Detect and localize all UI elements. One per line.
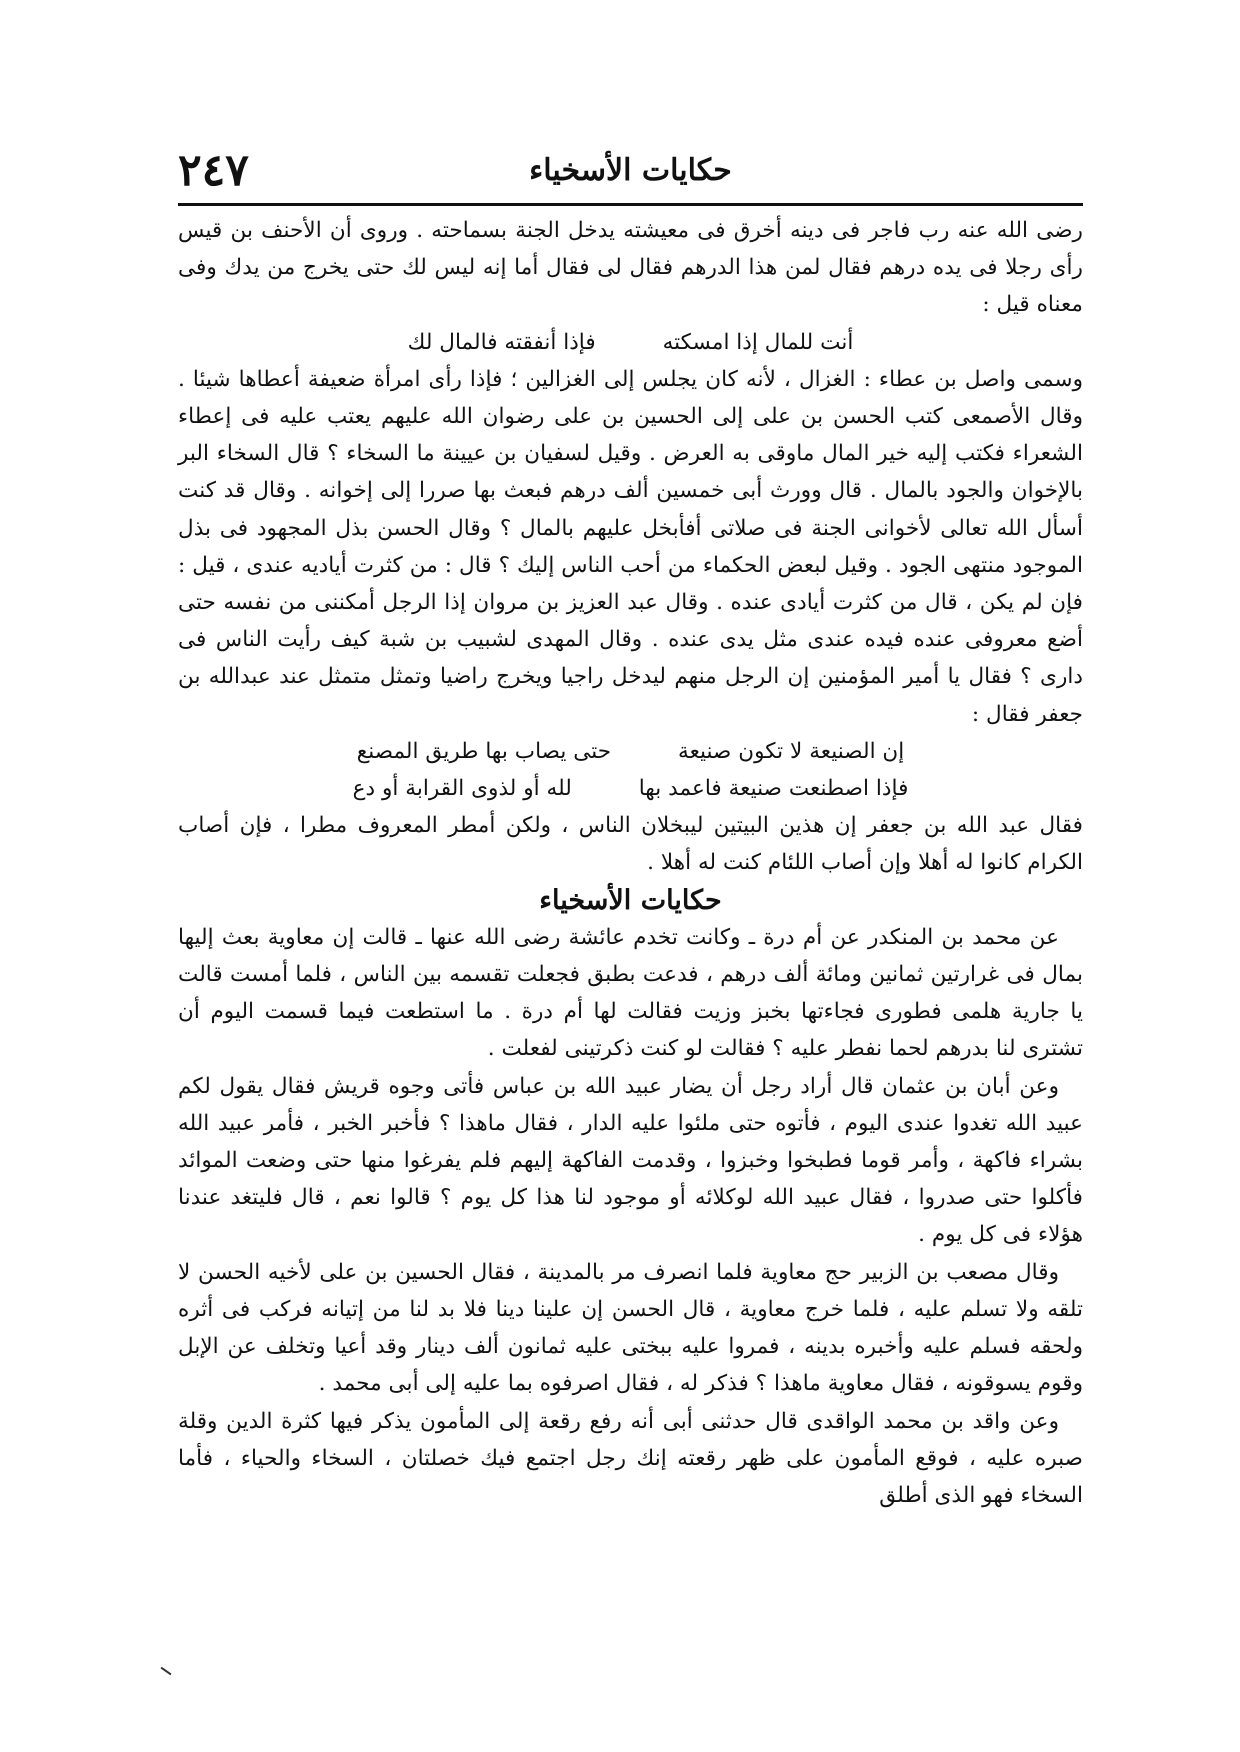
paragraph: وقال مصعب بن الزبير حج معاوية فلما انصرف مر بالمدينة ، فقال الحسين بن على لأخيه الحسن لا تلقه ولا تسلم عليه ، فلما خرج معاوية ، قال الحسن إن علينا دينا فلا بد لنا من إتيانه فركب فى أثره ولحقه فسلم عليه وأخبره بدينه ، فمروا عليه ببختى عليه ثمانون ألف دينار وقد أعيا وتخلف عن الإبل وقوم يسوقونه ، فقال معاوية ماهذا ؟ فذكر له ، فقال اصرفوه بما عليه إلى أبى محمد . (178, 1259, 1083, 1397)
paragraph: فقال عبد الله بن جعفر إن هذين البيتين ليبخلان الناس ، ولكن أمطر المعروف مطرا ، فإن أصاب الكرام كانوا له أهلا وإن أصاب اللئام كنت له أهلا . (178, 813, 1083, 876)
running-title: حكايات الأسخياء (529, 153, 732, 188)
page-header (178, 145, 1083, 205)
verse-hemistich: فإذا أنفقته فالمال لك (407, 329, 596, 355)
paragraph: وعن أبان بن عثمان قال أراد رجل أن يضار عبيد الله بن عباس فأتى وجوه قريش فقال يقول لكم عبيد الله تغدوا عندى اليوم ، فأتوه حتى ملئوا عليه الدار ، فقال ماهذا ؟ فأخبر الخبر ، فأمر عبيد الله بشراء فاكهة ، وأمر قوما فطبخوا وخبزوا ، وقدمت الفاكهة إليهم فلم يفرغوا منها حتى وضعت الموائد فأكلوا حتى صدروا ، فقال عبيد الله لوكلائه أو موجود لنا هذا كل يوم ؟ قالوا نعم ، قال فليتغد عندنا هؤلاء فى كل يوم . (178, 1073, 1083, 1248)
verse-line (178, 324, 1083, 361)
verse-hemistich: فإذا اصطنعت صنيعة فاعمد بها (638, 776, 909, 802)
section-title: حكايات الأسخياء (539, 884, 722, 916)
page-number: ٢٤٧ (178, 145, 249, 196)
verse-hemistich: لله أو لذوى القرابة أو دع (352, 776, 572, 802)
body-text (178, 212, 1083, 1514)
verse-hemistich: حتى يصاب بها طريق المصنع (356, 738, 612, 764)
scan-mark (161, 1667, 172, 1676)
paragraph: وسمى واصل بن عطاء : الغزال ، لأنه كان يجلس إلى الغزالين ؛ فإذا رأى امرأة ضعيفة أعطاها شيئا . وقال الأصمعى كتب الحسن بن على إلى الحسين بن على رضوان الله عليهم يعتب عليه فى إعطاء الشعراء فكتب إليه خير المال ماوقى به العرض . وقيل لسفيان بن عيينة ما السخاء ؟ قال السخاء البر بالإخوان والجود بالمال . قال وورث أبى خمسين ألف درهم فبعث بها صررا إلى إخوانه . وقال قد كنت أسأل الله تعالى لأخوانى الجنة فى صلاتى أفأبخل عليهم بالمال ؟ وقال الحسن بذل المجهود فى بذل الموجود منتهى الجود . وقيل لبعض الحكماء من أحب الناس إليك ؟ قال : من كثرت أياديه عندى ، قيل : فإن لم يكن ، قال من كثرت أيادى عنده . وقال عبد العزيز بن مروان إذا الرجل أمكننى من نفسه حتى أضع معروفى عنده فيده عندى مثل يدى عنده . وقال المهدى لشبيب بن شبة كيف رأيت الناس فى دارى ؟ فقال يا أمير المؤمنين إن الرجل منهم ليدخل راجيا ويخرج راضيا وتمثل متمثل عند عبدالله بن جعفر فقال : (178, 366, 1083, 727)
verse-line (178, 770, 1083, 807)
paragraph: عن محمد بن المنكدر عن أم درة ـ وكانت تخدم عائشة رضى الله عنها ـ قالت إن معاوية بعث إليها بمال فى غرارتين ثمانين ومائة ألف درهم ، فدعت بطبق فجعلت تقسمه بين الناس ، فلما أمست قالت يا جارية هلمى فطورى فجاءتها بخبز وزيت فقالت لها أم درة . ما استطعت فيما قسمت اليوم أن تشترى لنا بدرهم لحما نفطر عليه ؟ فقالت لو كنت ذكرتينى لفعلت . (178, 924, 1083, 1062)
verse-hemistich: أنت للمال إذا امسكته (662, 329, 854, 355)
verse-hemistich: إن الصنيعة لا تكون صنيعة (678, 738, 905, 764)
paragraph: رضى الله عنه رب فاجر فى دينه أخرق فى معيشته يدخل الجنة بسماحته . وروى أن الأحنف بن قيس رأى رجلا فى يده درهم فقال لمن هذا الدرهم فقال لى فقال أما إنه ليس لك حتى يخرج من يدك وفى معناه قيل : (178, 218, 1083, 318)
header-rule (178, 203, 1083, 206)
paragraph: وعن واقد بن محمد الواقدى قال حدثنى أبى أنه رفع رقعة إلى المأمون يذكر فيها كثرة الدين وقلة صبره عليه ، فوقع المأمون على ظهر رقعته إنك رجل اجتمع فيك خصلتان ، السخاء والحياء ، فأما السخاء فهو الذى أطلق (178, 1408, 1083, 1508)
verse-line (178, 733, 1083, 770)
